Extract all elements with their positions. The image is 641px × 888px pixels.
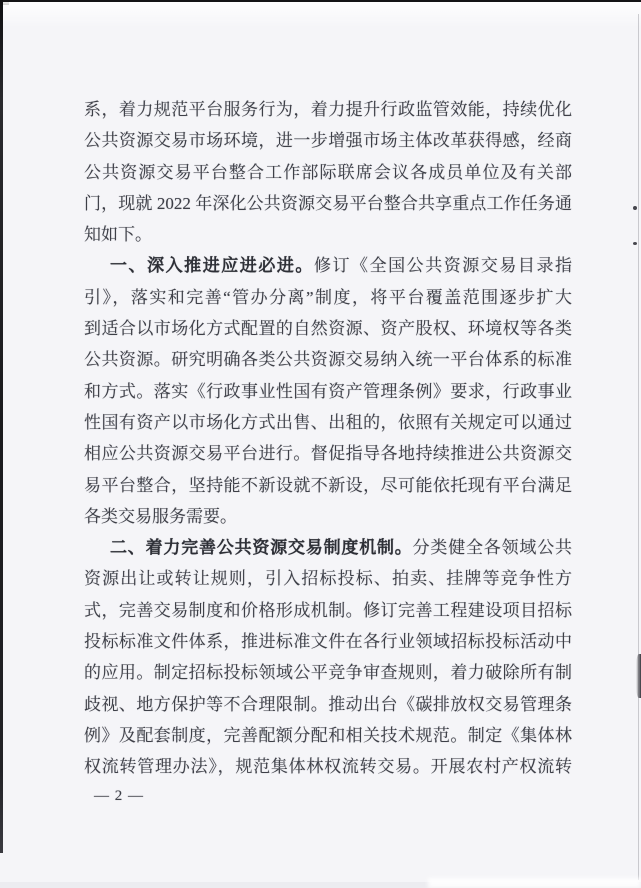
body-text: 例》及配套制度，完善配额分配和相关技术规范。制定《集体林 [84, 725, 572, 745]
text-line [84, 626, 572, 657]
text-line [84, 657, 572, 688]
body-text: 分类健全各领域公共 [412, 538, 572, 558]
section-heading-text: 一、深入推进应进必进。 [110, 256, 314, 276]
scan-top-sheen [3, 2, 641, 28]
text-line [84, 407, 572, 438]
body-text: 歧视、地方保护等不合理限制。推动出台《碳排放权交易管理条 [84, 694, 572, 714]
text-line [84, 689, 572, 720]
body-text: 各类交易服务需要。 [84, 506, 237, 526]
scan-smudge [636, 654, 641, 698]
text-line [84, 157, 572, 188]
text-line [84, 313, 572, 344]
scan-edge-right-line [638, 14, 639, 880]
text-line [84, 595, 572, 626]
page-number: — 2 — [94, 788, 144, 804]
body-text: 和方式。落实《行政事业性国有资产管理条例》要求，行政事业 [84, 381, 572, 401]
body-text: 资源出让或转让规则，引入招标投标、拍卖、挂牌等竞争性方 [84, 569, 572, 589]
body-text: 相应公共资源交易平台进行。督促指导各地持续推进公共资源交 [84, 444, 572, 464]
body-text: 权流转管理办法》，规范集体林权流转交易。开展农村产权流转 [84, 757, 572, 777]
scan-edge-left [0, 0, 3, 853]
text-line [84, 94, 572, 125]
body-text: 性国有资产以市场化方式出售、出租的，依照有关规定可以通过 [84, 412, 572, 432]
text-line [84, 188, 572, 219]
document-body [84, 94, 572, 783]
section-heading-text: 二、着力完善公共资源交易制度机制。 [110, 538, 413, 558]
paragraph [84, 94, 572, 250]
text-line [84, 720, 572, 751]
scan-speck [633, 206, 637, 210]
body-text: 到适合以市场化方式配置的自然资源、资产股权、环境权等各类 [84, 319, 572, 339]
text-line [84, 438, 572, 469]
text-line [84, 282, 572, 313]
text-line [84, 563, 572, 594]
text-line [84, 344, 572, 375]
body-text: 公共资源。研究明确各类公共资源交易纳入统一平台体系的标准 [84, 350, 572, 370]
body-text: 门，现就 2022 年深化公共资源交易平台整合共享重点工作任务通 [84, 193, 572, 213]
text-line [84, 501, 572, 532]
text-line [84, 250, 572, 281]
body-text: 公共资源交易市场环境，进一步增强市场主体改革获得感，经商 [84, 131, 572, 151]
paragraph [84, 250, 572, 532]
body-text: 知如下。 [84, 225, 152, 245]
text-line [84, 470, 572, 501]
scan-bottom-highlight [428, 878, 641, 888]
body-text: 公共资源交易平台整合工作部际联席会议各成员单位及有关部 [84, 162, 572, 182]
text-line [84, 751, 572, 782]
body-text: 修订《全国公共资源交易目录指 [313, 256, 572, 276]
scan-speck [633, 242, 637, 245]
body-text: 投标标准文件体系，推进标准文件在各行业领域招标投标活动中 [84, 632, 572, 652]
body-text: 式，完善交易制度和价格形成机制。修订完善工程建设项目招标 [84, 600, 572, 620]
text-line [84, 376, 572, 407]
body-text: 引》，落实和完善“管办分离”制度，将平台覆盖范围逐步扩大 [84, 287, 572, 307]
text-line [84, 125, 572, 156]
body-text: 系，着力规范平台服务行为，着力提升行政监管效能，持续优化 [84, 100, 572, 119]
body-text: 易平台整合，坚持能不新设就不新设，尽可能依托现有平台满足 [84, 475, 572, 495]
text-line [84, 219, 572, 250]
text-line [84, 532, 572, 563]
body-text: 的应用。制定招标投标领域公平竞争审查规则，着力破除所有制 [84, 663, 572, 683]
paragraph [84, 532, 572, 782]
